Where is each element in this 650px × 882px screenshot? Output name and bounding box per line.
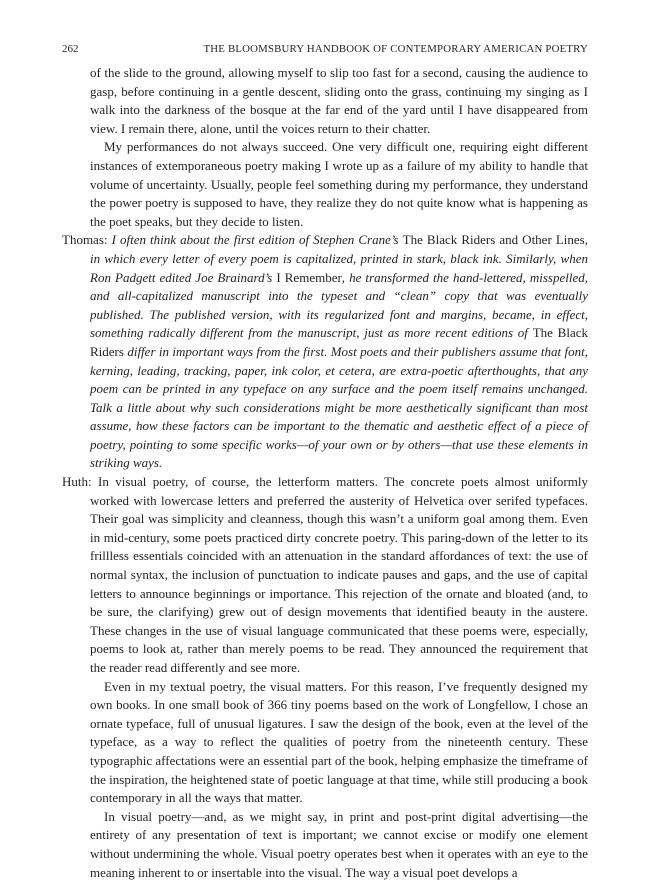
book-title-i-remember: I Remember xyxy=(276,269,342,285)
interview-answer xyxy=(62,473,588,678)
question-text-2: , in which every letter of every poem is capitalized, printed in stark, black ink. Similarly, when Ron Padgett edited Joe Brainard’s xyxy=(90,232,588,285)
question-text-1: I often think about the first edition of Stephen Crane’s xyxy=(107,232,403,248)
paragraph-performances: My performances do not always succeed. One very difficult one, requiring eight different instances of extemporaneous poetry making I wrote up as a failure of my ability to handle that volume of uncertainty. Usually, people feel something during my performance, they understand the power poetry is supposed to have, they realize they do not quite know what is happening as the poet speaks, but they decide to listen. xyxy=(90,139,588,229)
book-title-black-riders: The Black Riders and Other Lines xyxy=(402,232,585,248)
book-title: THE BLOOMSBURY HANDBOOK OF CONTEMPORARY AMERICAN POETRY xyxy=(203,43,588,55)
page-number: 262 xyxy=(62,43,79,55)
running-head xyxy=(0,41,650,57)
book-title-black-riders-short: The Black Riders xyxy=(90,325,588,359)
speaker-thomas: Thomas: xyxy=(62,232,108,248)
paragraph-visual-poetry: In visual poetry—and, as we might say, in print and post-print digital advertising—the entirety of any presentation of text is important; we cannot excise or modify one element without undermining the whole. Visual poetry operates best when it operates with an eye to the meaning inherent to or insertable into the visual. The way a visual poet develops a xyxy=(90,808,588,880)
question-text-3: , he transformed the hand-lettered, misspelled, and all-capitalized manuscript into the typeset and “clean” copy that was eventually published. The published version, with its regularized font and margins, became, in effect, something radically different from the manuscript, just as more recent editions of xyxy=(90,269,588,341)
interview-question xyxy=(62,231,588,473)
paragraph-performance-end: of the slide to the ground, allowing myself to slip too fast for a second, causing the audience to gasp, before continuing in a gentle descent, sliding onto the grass, continuing my singing as I walk into the darkness of the bosque at the far end of the yard until I have disappeared from view. I remain there, alone, until the voices return to their chatter. xyxy=(90,65,588,136)
answer-text: In visual poetry, of course, the letterform matters. The concrete poets almost uniformly worked with lowercase letters and preferred the austerity of Helvetica over serifed typefaces. Their goal was simplicity and cleanness, though this wasn’t a uniform goal among them. Even in mid-century, some poets practiced dirty concrete poetry. This paring-down of the letter to its frillless essentials coincided with an attenuation in the standard affordances of text: the use of normal syntax, the inclusion of punctuation to indicate pauses and gaps, and the use of capital letters to announce beginnings or importance. This rejection of the ornate and bloated (and, to be sure, the clarifying) grew out of design movements that identified beauty in the austere. These changes in the use of visual language communicated that these poems were, especially, poems to look at, rather than merely poems to be read. They announced the requirement that the reader read differently and see more. xyxy=(90,474,588,675)
body-text xyxy=(62,64,588,882)
speaker-huth: Huth: xyxy=(62,474,92,490)
paragraph-textual-poetry: Even in my textual poetry, the visual matters. For this reason, I’ve frequently designed my own books. In one small book of 366 tiny poems based on the work of Longfellow, I chose an ornate typeface, full of unusual ligatures. I saw the design of the book, even at the level of the typeface, as a way to reflect the qualities of poetry from the nineteenth century. These typographic affectations were an essential part of the book, helping emphasize the timeframe of the inspiration, the heightened state of poetic language at that time, while still producing a book contemporary in all the ways that matter. xyxy=(90,678,588,806)
question-text-4: differ in important ways from the first. Most poets and their publishers assume that font, kerning, leading, tracking, paper, ink color, et cetera, are extra-poetic afterthoughts, that any poem can be printed in any typeface on any surface and the poem itself remains unchanged. Talk a little about why such considerations might be more aesthetically significant than most assume, how these factors can be important to the thematic and aesthetic effect of a piece of poetry, pointing to some specific works—of your own or by others—that use these elements in striking ways. xyxy=(90,343,588,471)
